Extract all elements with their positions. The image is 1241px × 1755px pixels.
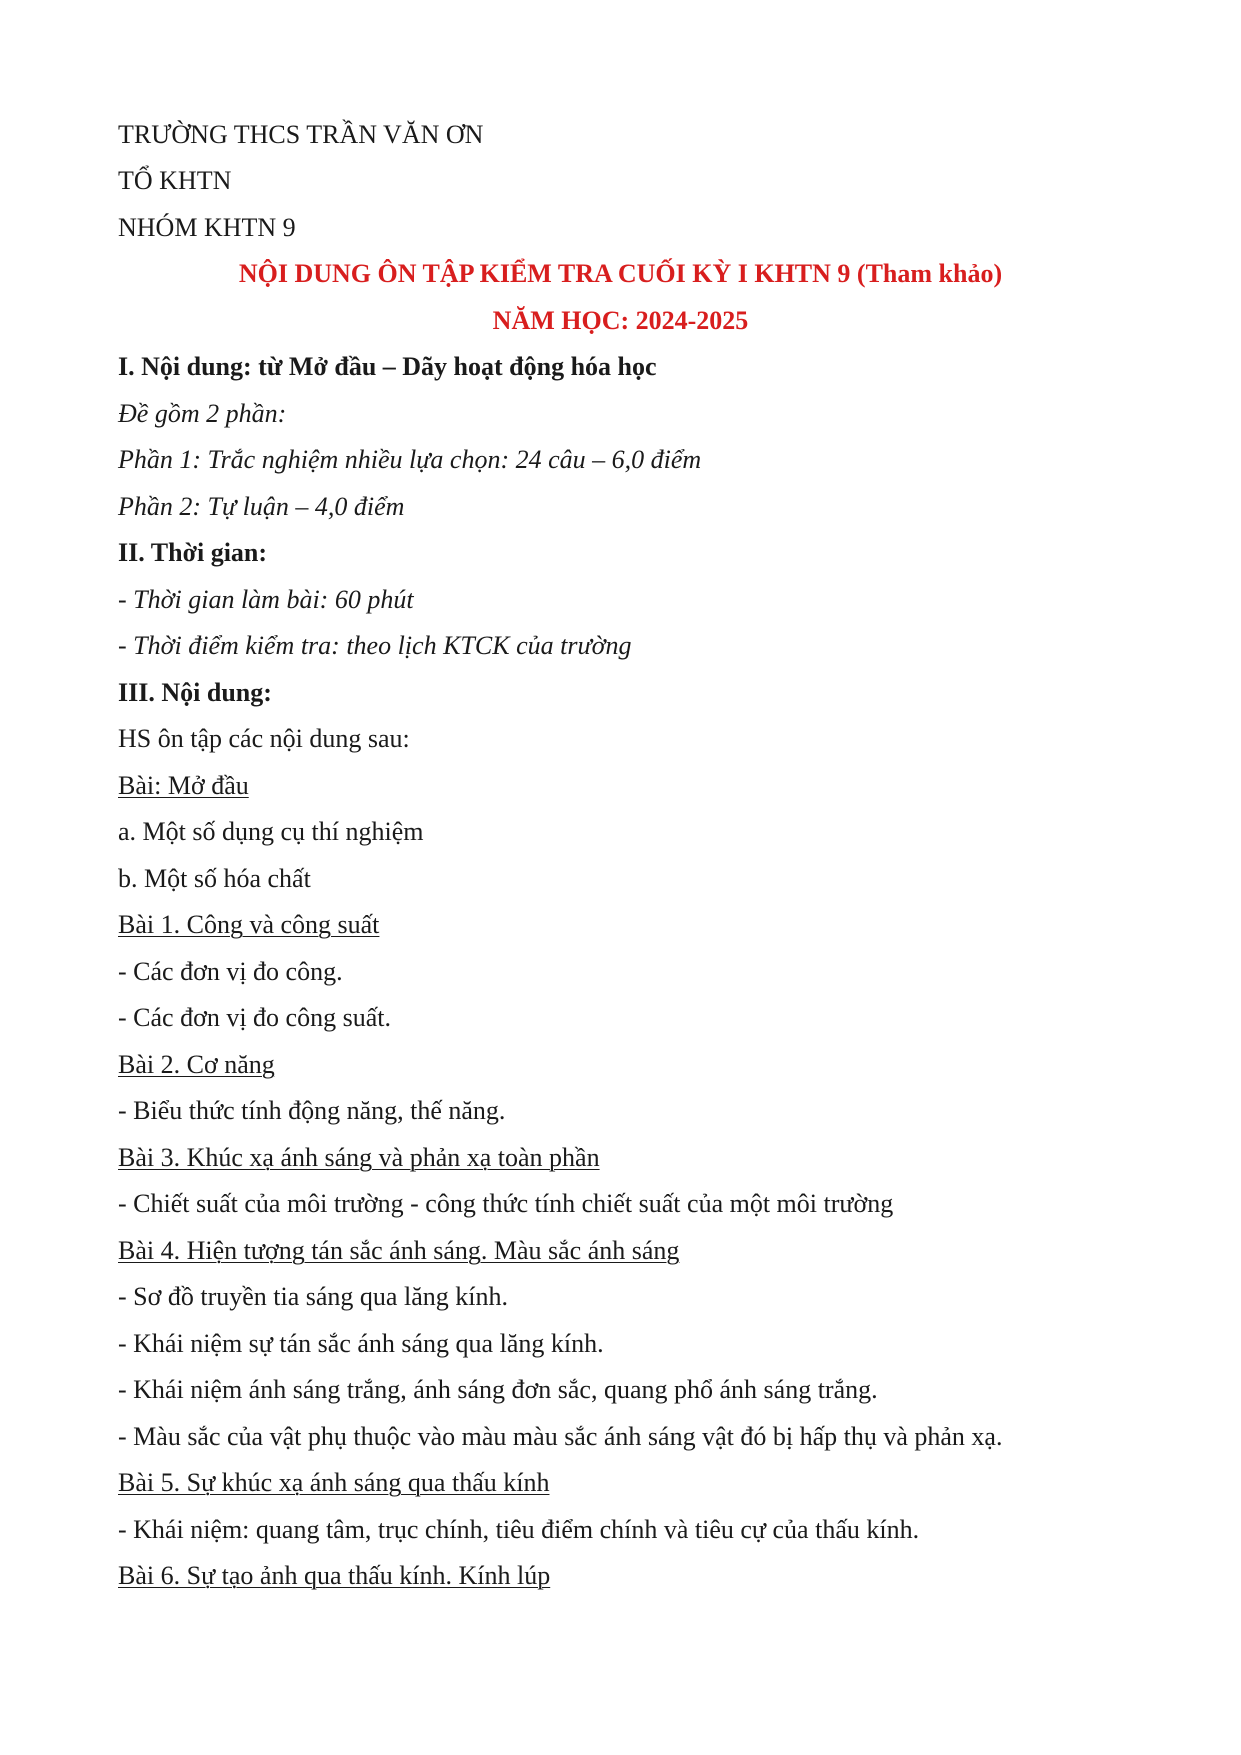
lesson-title: Bài 6. Sự tạo ảnh qua thấu kính. Kính lúp: [118, 1561, 551, 1590]
lesson-item: - Chiết suất của môi trường - công thức tính chiết suất của một môi trường: [118, 1189, 894, 1218]
lesson-item: - Các đơn vị đo công suất.: [118, 1003, 391, 1032]
exam-schedule: - Thời điểm kiểm tra: theo lịch KTCK của trường: [118, 631, 632, 660]
lesson-item: - Biểu thức tính động năng, thế năng.: [118, 1096, 506, 1125]
lesson-item: a. Một số dụng cụ thí nghiệm: [118, 817, 424, 846]
lesson-title: Bài: Mở đầu: [118, 771, 249, 800]
lesson-title: Bài 2. Cơ năng: [118, 1050, 275, 1079]
exam-duration: - Thời gian làm bài: 60 phút: [118, 585, 414, 614]
lesson-title: Bài 3. Khúc xạ ánh sáng và phản xạ toàn phần: [118, 1143, 600, 1172]
lesson-item: - Màu sắc của vật phụ thuộc vào màu màu sắc ánh sáng vật đó bị hấp thụ và phản xạ.: [118, 1422, 1003, 1451]
section-3-heading: III. Nội dung:: [118, 678, 272, 707]
section-1-heading: I. Nội dung: từ Mở đầu – Dãy hoạt động hóa học: [118, 352, 657, 381]
section-2-heading: II. Thời gian:: [118, 538, 268, 567]
lesson-item: - Khái niệm sự tán sắc ánh sáng qua lăng kính.: [118, 1329, 604, 1358]
review-intro: HS ôn tập các nội dung sau:: [118, 724, 410, 753]
exam-part-2: Phần 2: Tự luận – 4,0 điểm: [118, 492, 405, 521]
school-year: NĂM HỌC: 2024-2025: [492, 306, 749, 335]
school-name: TRƯỜNG THCS TRẦN VĂN ƠN: [118, 120, 484, 149]
lesson-title: Bài 1. Công và công suất: [118, 910, 380, 939]
lesson-item: - Khái niệm: quang tâm, trục chính, tiêu điểm chính và tiêu cự của thấu kính.: [118, 1515, 920, 1544]
exam-structure-intro: Đề gồm 2 phần:: [118, 399, 287, 428]
lesson-item: - Các đơn vị đo công.: [118, 957, 343, 986]
exam-part-1: Phần 1: Trắc nghiệm nhiều lựa chọn: 24 câu – 6,0 điểm: [118, 445, 702, 474]
document-title: NỘI DUNG ÔN TẬP KIỂM TRA CUỐI KỲ I KHTN 9 (Tham khảo): [238, 259, 1003, 288]
lesson-title: Bài 5. Sự khúc xạ ánh sáng qua thấu kính: [118, 1468, 550, 1497]
lesson-item: - Sơ đồ truyền tia sáng qua lăng kính.: [118, 1282, 508, 1311]
department-name: TỔ KHTN: [118, 166, 232, 195]
lesson-item: - Khái niệm ánh sáng trắng, ánh sáng đơn sắc, quang phổ ánh sáng trắng.: [118, 1375, 878, 1404]
group-name: NHÓM KHTN 9: [118, 213, 296, 242]
lesson-title: Bài 4. Hiện tượng tán sắc ánh sáng. Màu sắc ánh sáng: [118, 1236, 680, 1265]
lesson-item: b. Một số hóa chất: [118, 864, 311, 893]
